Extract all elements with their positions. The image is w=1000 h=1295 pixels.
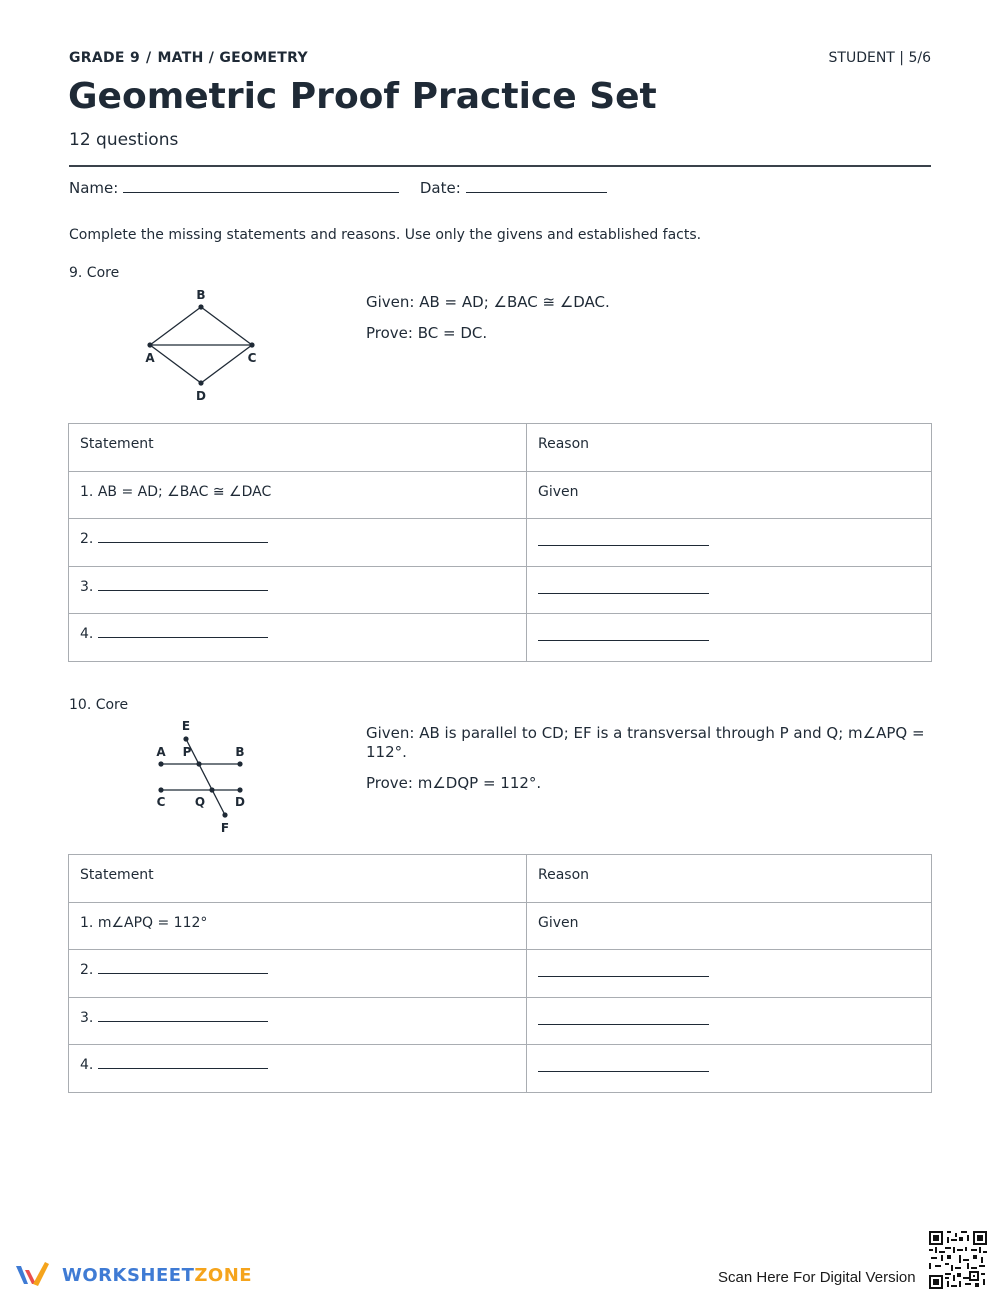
reason-blank[interactable]: [538, 629, 709, 641]
table-row: [69, 902, 932, 950]
question-10-given: Given: AB is parallel to CD; EF is a transversal through P and Q; m∠APQ = 112°.: [366, 724, 925, 761]
label-a: A: [145, 351, 155, 365]
page-title: Geometric Proof Practice Set: [68, 76, 657, 117]
breadcrumb: [69, 50, 308, 66]
table-header-row: [69, 855, 932, 903]
question-count: 12 questions: [69, 130, 179, 150]
reason-cell: [527, 519, 932, 567]
label-b: B: [235, 745, 245, 759]
question-9-prove: Prove: BC = DC.: [366, 324, 488, 342]
page-header: [69, 50, 931, 70]
instructions: Complete the missing statements and reasons. Use only the givens and established facts.: [69, 227, 702, 243]
label-q: Q: [194, 795, 206, 809]
label-b: B: [196, 288, 206, 302]
student-fields: [69, 179, 607, 197]
statement-cell: [69, 902, 527, 950]
point-q: [209, 787, 214, 792]
label-d: D: [196, 389, 206, 403]
statement-blank[interactable]: [98, 1057, 268, 1069]
label-f: F: [220, 821, 230, 835]
reason-blank[interactable]: [538, 534, 709, 546]
point-a: [158, 761, 163, 766]
point-c: [158, 787, 163, 792]
statement-text: m∠APQ = 112°: [97, 914, 208, 931]
label-c: C: [247, 351, 257, 365]
statement-blank[interactable]: [98, 1010, 268, 1022]
question-9-given-block: [366, 293, 931, 355]
statement-blank[interactable]: [98, 962, 268, 974]
label-e: E: [181, 719, 191, 733]
reason-blank[interactable]: [538, 965, 709, 977]
reason-cell: [527, 950, 932, 998]
point-b: [198, 304, 203, 309]
point-a: [147, 342, 152, 347]
question-10-label: 10. Core: [69, 697, 129, 713]
statement-header: Statement: [69, 855, 527, 903]
statement-cell: [69, 950, 527, 998]
reason-blank[interactable]: [538, 1013, 709, 1025]
point-c: [249, 342, 254, 347]
breadcrumb-subject: MATH / GEOMETRY: [157, 50, 308, 66]
statement-cell: [69, 519, 527, 567]
table-row: [69, 566, 932, 614]
statement-blank[interactable]: [98, 626, 268, 638]
kite-diagram: [140, 285, 270, 405]
table-row: [69, 1045, 932, 1093]
brand-name: [62, 1265, 252, 1286]
statement-header: Statement: [69, 424, 527, 472]
name-label: Name:: [69, 179, 119, 197]
transversal-ef: [186, 739, 225, 815]
statement-blank[interactable]: [98, 579, 268, 591]
segment-cd: [201, 345, 252, 383]
reason-cell: [527, 1045, 932, 1093]
row-number: 4.: [80, 626, 94, 642]
logo-mark-icon: [14, 1258, 54, 1290]
breadcrumb-separator: /: [146, 50, 152, 66]
reason-header: Reason: [527, 855, 932, 903]
label-a: A: [156, 745, 166, 759]
label-d: D: [235, 795, 245, 809]
parallel-lines-diagram: [145, 715, 265, 840]
label-c: C: [156, 795, 166, 809]
brand-accent: ZONE: [194, 1265, 253, 1286]
table-row: [69, 997, 932, 1045]
segment-ab: [150, 307, 201, 345]
row-number: 4.: [80, 1057, 94, 1073]
date-field[interactable]: [466, 179, 607, 193]
row-number: 3.: [80, 1009, 94, 1026]
reason-cell: Given: [527, 902, 932, 950]
statement-blank[interactable]: [98, 531, 268, 543]
statement-text: AB = AD; ∠BAC ≅ ∠DAC: [97, 483, 272, 500]
label-p: P: [182, 745, 192, 759]
point-e: [183, 736, 188, 741]
breadcrumb-grade: GRADE 9: [69, 50, 141, 66]
statement-cell: [69, 566, 527, 614]
reason-cell: Given: [527, 471, 932, 519]
point-d: [198, 380, 203, 385]
statement-cell: [69, 997, 527, 1045]
table-row: [69, 471, 932, 519]
row-number: 3.: [80, 578, 94, 595]
reason-cell: [527, 997, 932, 1045]
reason-cell: [527, 614, 932, 662]
proof-table-10: [68, 854, 932, 1093]
header-divider: [69, 165, 931, 167]
brand-primary: WORKSHEET: [62, 1265, 195, 1286]
page-info: STUDENT | 5/6: [828, 50, 931, 66]
reason-blank[interactable]: [538, 582, 709, 594]
segment-da: [150, 345, 201, 383]
point-b: [237, 761, 242, 766]
reason-header: Reason: [527, 424, 932, 472]
point-p: [196, 761, 201, 766]
row-number: 2.: [80, 962, 94, 978]
scan-caption: Scan Here For Digital Version: [718, 1269, 916, 1286]
point-d: [237, 787, 242, 792]
proof-table-9: [68, 423, 932, 662]
question-10-prove: Prove: m∠DQP = 112°.: [366, 774, 542, 792]
question-10-given-block: [366, 724, 931, 805]
reason-blank[interactable]: [538, 1060, 709, 1072]
question-9-given: Given: AB = AD; ∠BAC ≅ ∠DAC.: [366, 293, 610, 311]
point-f: [222, 812, 227, 817]
date-label: Date:: [419, 179, 461, 197]
row-number: 1.: [80, 483, 94, 500]
table-row: [69, 950, 932, 998]
statement-cell: [69, 1045, 527, 1093]
row-number: 2.: [80, 531, 94, 547]
reason-cell: [527, 566, 932, 614]
qr-code-icon[interactable]: [929, 1231, 987, 1289]
table-header-row: [69, 424, 932, 472]
table-row: [69, 614, 932, 662]
statement-cell: [69, 471, 527, 519]
row-number: 1.: [80, 914, 94, 931]
table-row: [69, 519, 932, 567]
statement-cell: [69, 614, 527, 662]
segment-bc: [201, 307, 252, 345]
question-9-label: 9. Core: [69, 265, 120, 281]
name-field[interactable]: [123, 179, 399, 193]
